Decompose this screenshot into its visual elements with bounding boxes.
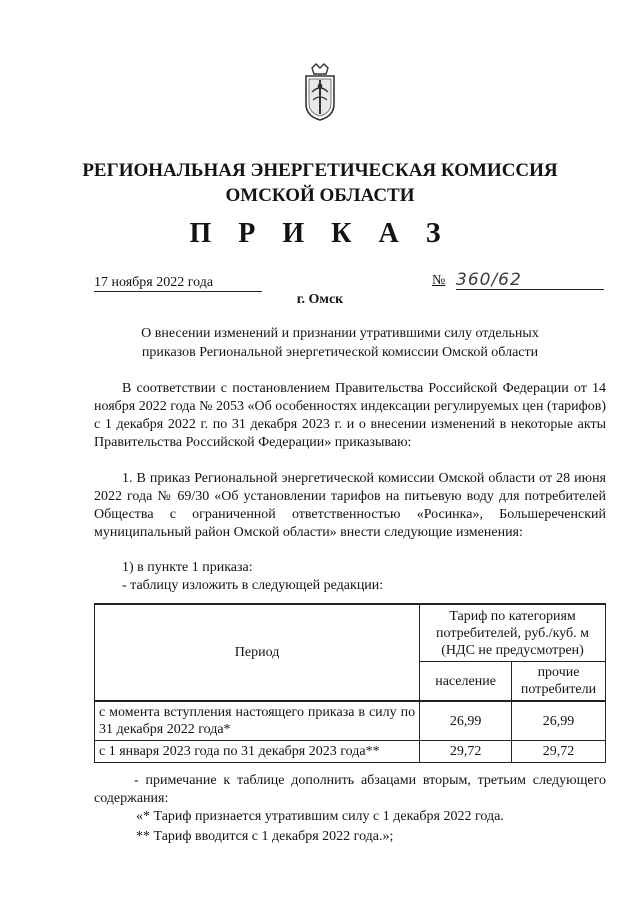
header-other-consumers: прочие потребители <box>512 662 606 702</box>
organization-name: РЕГИОНАЛЬНАЯ ЭНЕРГЕТИЧЕСКАЯ КОМИССИЯ <box>82 160 558 181</box>
header-period: Период <box>95 604 420 701</box>
sub-item-1: 1) в пункте 1 приказа: <box>122 560 253 575</box>
document-subject: О внесении изменений и признании утратившими силу отдельных приказов Региональной энергетической комиссии Омской области <box>141 326 539 360</box>
table-row <box>95 701 606 741</box>
table-row <box>95 741 606 763</box>
document-type: П Р И К А З <box>189 218 451 249</box>
note-paragraph: - примечание к таблице дополнить абзацами вторым, третьим следующего содержания: <box>94 773 606 806</box>
row-period: с 1 января 2023 года по 31 декабря 2023 года** <box>95 741 420 763</box>
document-city: г. Омск <box>296 292 344 307</box>
note-line-1: «* Тариф признается утратившим силу с 1 декабря 2022 года. <box>136 809 504 824</box>
document-number: 360/62 <box>456 271 604 290</box>
row-other-value: 29,72 <box>512 741 606 763</box>
omsk-coat-of-arms-icon <box>302 62 338 122</box>
row-population-value: 29,72 <box>420 741 512 763</box>
header-tariff: Тариф по категориям потребителей, руб./куб. м (НДС не предусмотрен) <box>420 604 606 662</box>
organization-region: ОМСКОЙ ОБЛАСТИ <box>225 185 415 206</box>
row-period: с момента вступления настоящего приказа в силу по 31 декабря 2022 года* <box>95 701 420 741</box>
header-population: население <box>420 662 512 702</box>
sub-item-2: - таблицу изложить в следующей редакции: <box>122 578 384 593</box>
item-1-paragraph: 1. В приказ Региональной энергетической комиссии Омской области от 28 июня 2022 года № 69/30 «Об установлении тарифов на питьевую воду для потребителей Общества с ограниченной ответственностью «Росинка», Большереченский муниципальный район Омской области» внести следующие изменения: <box>94 471 606 540</box>
row-other-value: 26,99 <box>512 701 606 741</box>
tariff-table <box>94 603 606 763</box>
document-date: 17 ноября 2022 года <box>94 275 262 292</box>
preamble-paragraph: В соответствии с постановлением Правительства Российской Федерации от 14 ноября 2022 года № 2053 «Об особенностях индексации регулируемых цен (тарифов) с 1 декабря 2022 г. по 31 декабря 2023 г. и о внесении изменений в некоторые акты Правительства Российской Федерации» приказываю: <box>94 381 606 450</box>
note-line-2: ** Тариф вводится с 1 декабря 2022 года.»; <box>136 829 394 844</box>
row-population-value: 26,99 <box>420 701 512 741</box>
document-number-label: № <box>432 273 446 288</box>
